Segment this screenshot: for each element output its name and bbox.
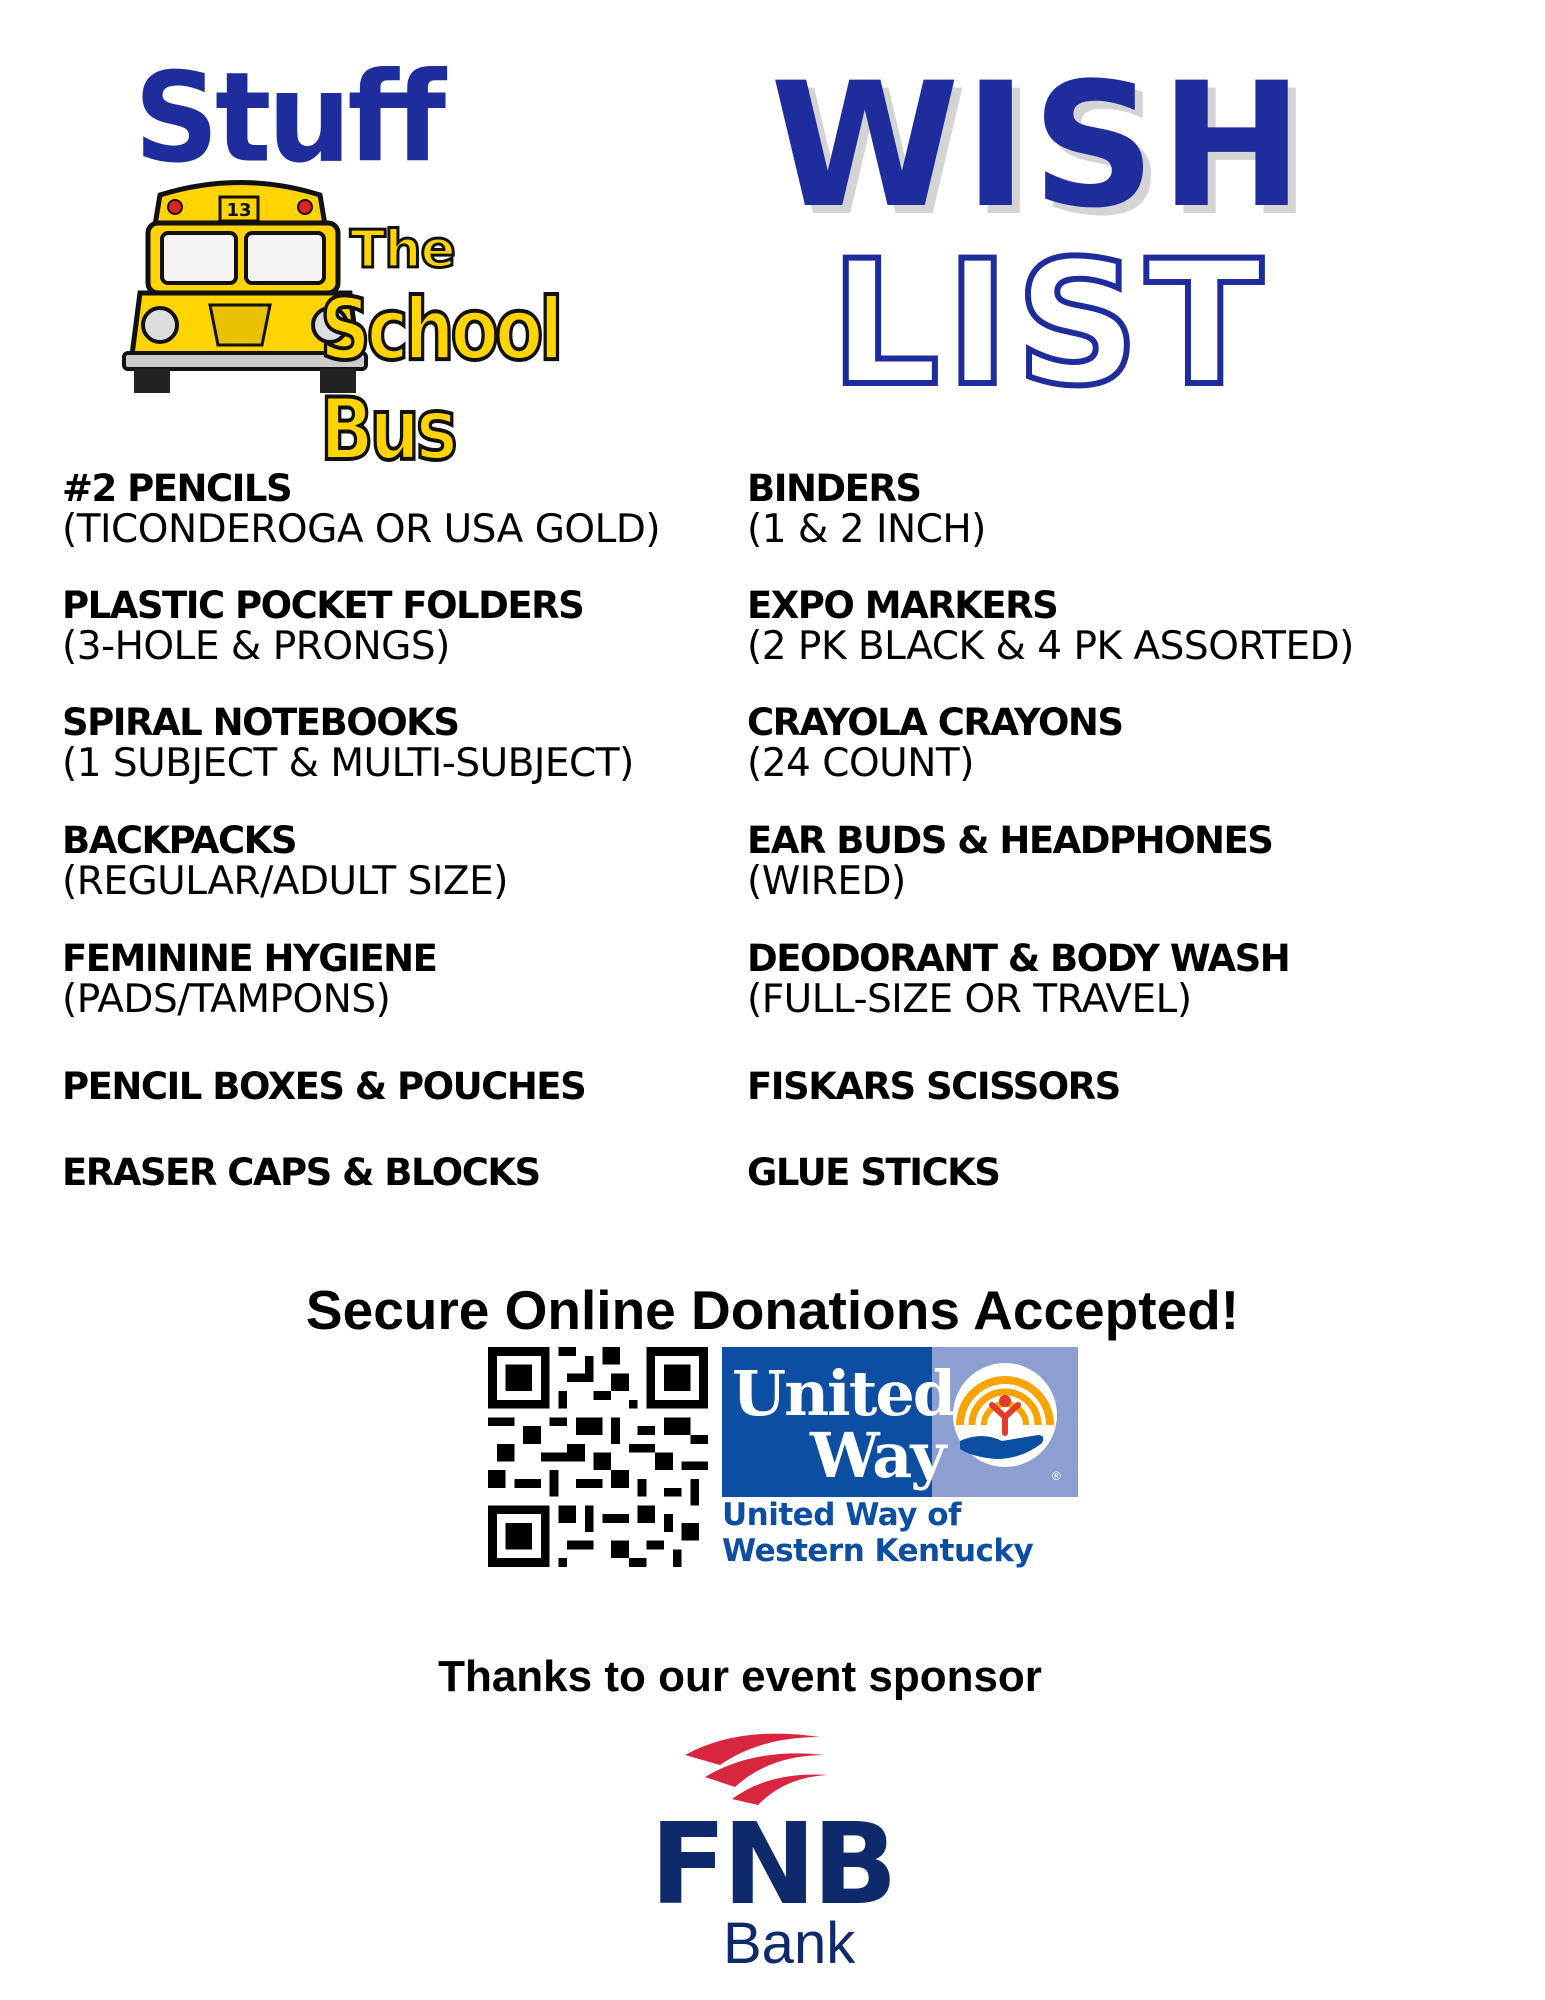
list-item <box>747 585 1447 669</box>
item-name: SPIRAL NOTEBOOKS <box>62 701 459 744</box>
list-item <box>62 702 762 786</box>
list-item <box>62 468 762 552</box>
fnb-flag-swoosh-icon <box>680 1725 830 1805</box>
united-way-subtitle-line1: United Way of <box>722 1497 962 1533</box>
item-note: (WIRED) <box>747 859 906 905</box>
fnb-logo-bank: Bank <box>723 1911 856 1976</box>
item-note: (FULL-SIZE OR TRAVEL) <box>747 977 1192 1023</box>
donations-heading: Secure Online Donations Accepted! <box>305 1279 1240 1341</box>
united-way-word-way: Way <box>810 1419 945 1492</box>
bus-number: 13 <box>226 200 252 221</box>
item-name: PENCIL BOXES & POUCHES <box>62 1065 586 1108</box>
item-note: (TICONDEROGA OR USA GOLD) <box>62 507 661 553</box>
title-line-wish: WISH <box>770 45 1308 246</box>
list-item <box>62 1152 762 1193</box>
item-name: BACKPACKS <box>62 819 296 862</box>
wish-list-title <box>770 45 1308 424</box>
registered-mark: ® <box>1052 1469 1061 1483</box>
united-way-logo <box>722 1347 1078 1497</box>
item-name: EAR BUDS & HEADPHONES <box>747 819 1273 862</box>
stuff-the-school-bus-logo <box>120 45 705 480</box>
item-name: CRAYOLA CRAYONS <box>747 701 1123 744</box>
list-item <box>62 1066 762 1107</box>
title-line-list: LIST <box>830 223 1269 424</box>
list-item <box>747 938 1447 1022</box>
item-name: EXPO MARKERS <box>747 584 1058 627</box>
item-name: ERASER CAPS & BLOCKS <box>62 1151 540 1194</box>
logo-word-the: The <box>350 220 455 280</box>
list-item <box>747 1066 1447 1107</box>
item-name: FEMININE HYGIENE <box>62 937 437 980</box>
item-name: PLASTIC POCKET FOLDERS <box>62 584 584 627</box>
list-item <box>747 702 1447 786</box>
logo-word-stuff: Stuff <box>134 45 443 190</box>
qr-code-icon[interactable] <box>488 1347 708 1567</box>
item-note: (1 SUBJECT & MULTI-SUBJECT) <box>62 741 634 787</box>
list-item <box>62 820 762 904</box>
sponsor-heading: Thanks to our event sponsor <box>438 1652 1042 1701</box>
fnb-logo-word: FNB <box>650 1800 894 1930</box>
united-way-word-united: United <box>732 1357 955 1430</box>
item-name: DEODORANT & BODY WASH <box>747 937 1290 980</box>
item-name: BINDERS <box>747 467 921 510</box>
logo-word-school-bus: School Bus <box>320 280 560 480</box>
item-note: (3-HOLE & PRONGS) <box>62 624 450 670</box>
item-note: (PADS/TAMPONS) <box>62 977 391 1023</box>
item-note: (24 COUNT) <box>747 741 974 787</box>
item-name: GLUE STICKS <box>747 1151 1000 1194</box>
item-name: #2 PENCILS <box>62 467 292 510</box>
list-item <box>747 1152 1447 1193</box>
item-note: (2 PK BLACK & 4 PK ASSORTED) <box>747 624 1354 670</box>
united-way-hand-rainbow-icon <box>942 1355 1068 1481</box>
list-item <box>747 820 1447 904</box>
item-name: FISKARS SCISSORS <box>747 1065 1120 1108</box>
united-way-subtitle-line2: Western Kentucky <box>722 1533 1034 1569</box>
item-note: (1 & 2 INCH) <box>747 507 986 553</box>
list-item <box>62 585 762 669</box>
list-item <box>62 938 762 1022</box>
item-note: (REGULAR/ADULT SIZE) <box>62 859 508 905</box>
list-item <box>747 468 1447 552</box>
